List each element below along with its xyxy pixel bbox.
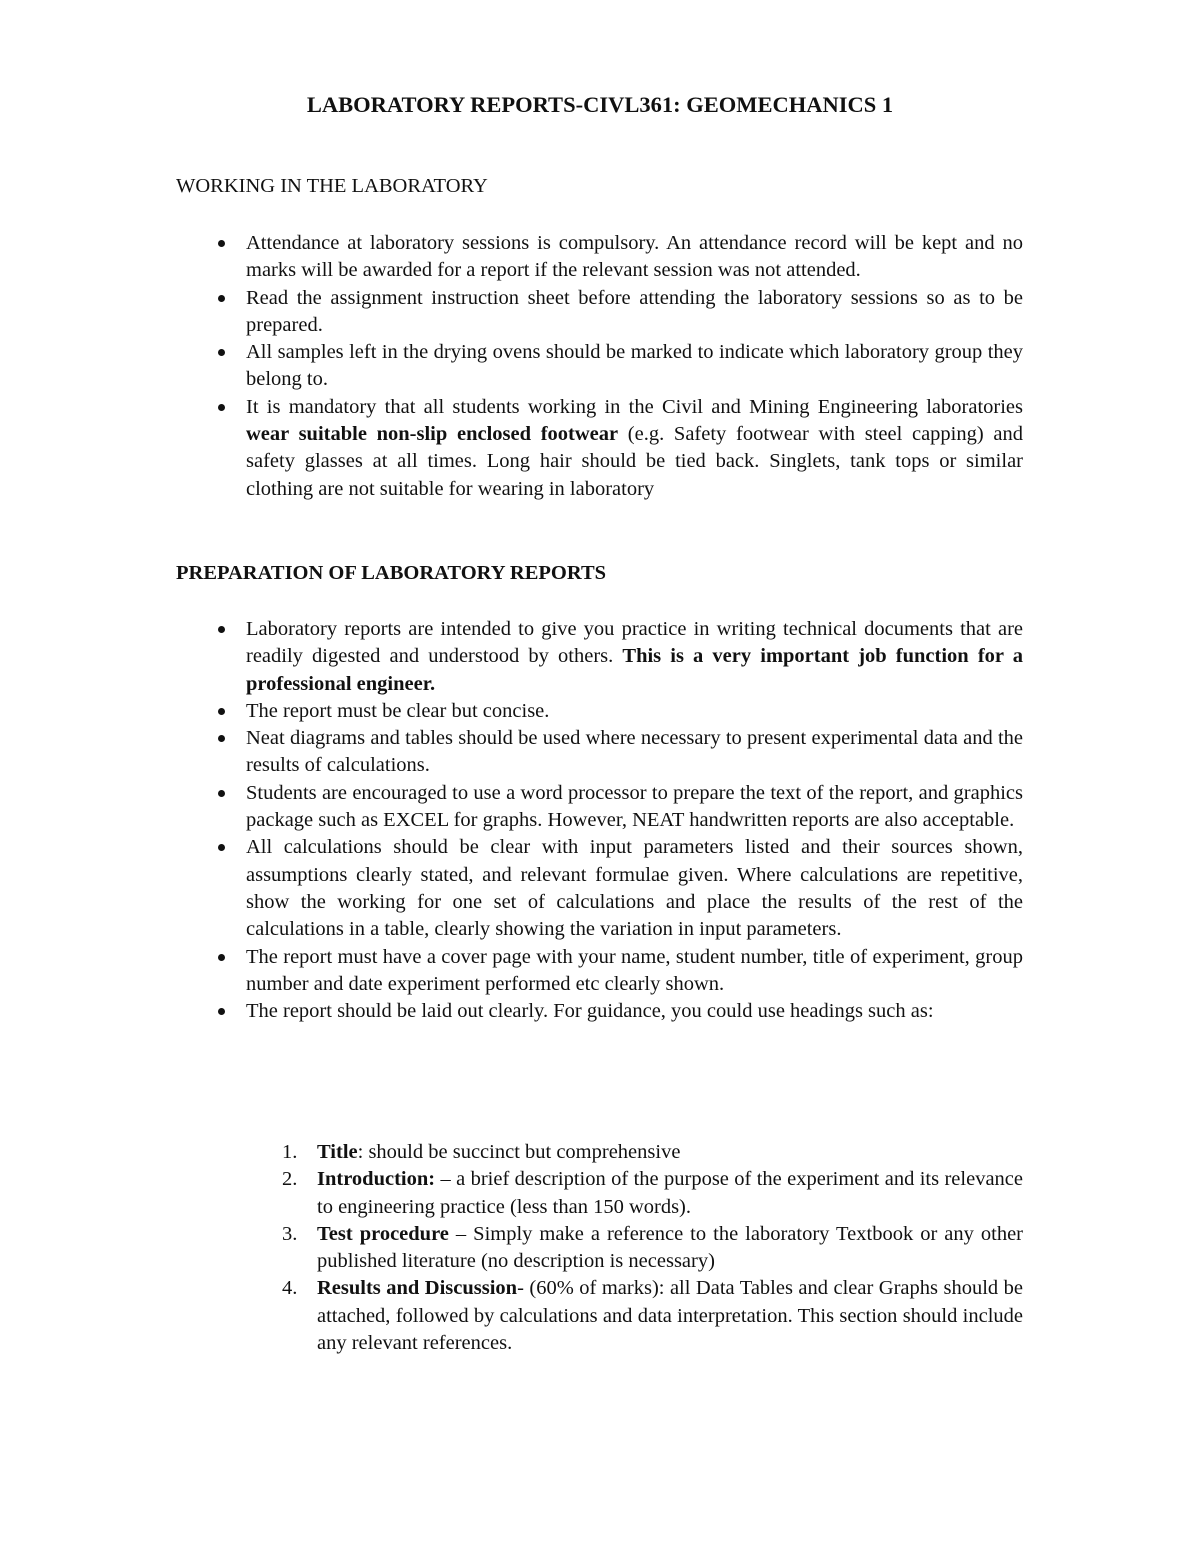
list-item: Students are encouraged to use a word processor to prepare the text of the report, and graphics package such as EXCEL for graphs. However, NEAT handwritten reports are also acceptable. (246, 780, 1023, 835)
bullet-icon (218, 295, 225, 302)
numbered-item: 2. Introduction: – a brief description of the purpose of the experiment and its relevance to engineering practice (less than 150 words). (282, 1168, 1023, 1218)
bullet-icon (218, 240, 225, 247)
list-item: The report must be clear but concise. (246, 698, 1023, 725)
numbered-item: 4. Results and Discussion- (60% of marks): all Data Tables and clear Graphs should be attached, followed by calculations and data interpretation. This section should include any relevant references. (282, 1277, 1024, 1355)
list-item: Laboratory reports are intended to give you practice in writing technical documents that are readily digested and understood by others. This is a very important job function for a professional engineer. (246, 616, 1023, 698)
bullet-icon (218, 735, 225, 742)
bullet-icon (218, 404, 225, 411)
list-item: It is mandatory that all students working in the Civil and Mining Engineering laboratories wear suitable non-slip enclosed footwear (e.g. Safety footwear with steel capping) and safety glasses at all times. Long hair should be tied back. Singlets, tank tops or similar clothing are not suitable for wearing in laboratory (246, 394, 1023, 503)
preparation-list (0, 616, 1200, 1025)
section-heading-working: WORKING IN THE LABORATORY (176, 175, 488, 197)
list-item: The report should be laid out clearly. For guidance, you could use headings such as: (246, 998, 1023, 1025)
list-item: Read the assignment instruction sheet before attending the laboratory sessions so as to be prepared. (246, 285, 1023, 340)
bullet-icon (218, 349, 225, 356)
document-title: LABORATORY REPORTS-CIVL361: GEOMECHANICS 1 (306, 92, 894, 117)
numbered-item: 3. Test procedure – Simply make a reference to the laboratory Textbook or any other published literature (no description is necessary) (282, 1222, 1024, 1273)
bullet-icon (218, 954, 225, 961)
bullet-icon (218, 1008, 225, 1015)
list-item: All calculations should be clear with input parameters listed and their sources shown, assumptions clearly stated, and relevant formulae given. Where calculations are repetitive, show the working for one set of calculations and place the results of the rest of the calculations in a table, clearly showing the variation in input parameters. (246, 834, 1023, 943)
list-item: The report must have a cover page with your name, student number, title of experiment, group number and date experiment performed etc clearly shown. (246, 944, 1023, 999)
bullet-icon (218, 790, 225, 797)
list-item: All samples left in the drying ovens should be marked to indicate which laboratory group they belong to. (246, 339, 1023, 394)
list-item: Neat diagrams and tables should be used where necessary to present experimental data and the results of calculations. (246, 725, 1023, 780)
report-headings-list (0, 1139, 1200, 1357)
numbered-item: 1. Title: should be succinct but comprehensive (282, 1141, 681, 1163)
bullet-icon (218, 708, 225, 715)
list-item: Attendance at laboratory sessions is compulsory. An attendance record will be kept and no marks will be awarded for a report if the relevant session was not attended. (246, 230, 1023, 285)
emphasis-footwear: wear suitable non-slip enclosed footwear (246, 423, 619, 446)
section-heading-preparation: PREPARATION OF LABORATORY REPORTS (176, 562, 607, 584)
emphasis-job-function: This is a very important job function for a professional engineer. (246, 645, 1023, 695)
working-list (0, 230, 1200, 503)
bullet-icon (218, 844, 225, 851)
bullet-icon (218, 626, 225, 633)
